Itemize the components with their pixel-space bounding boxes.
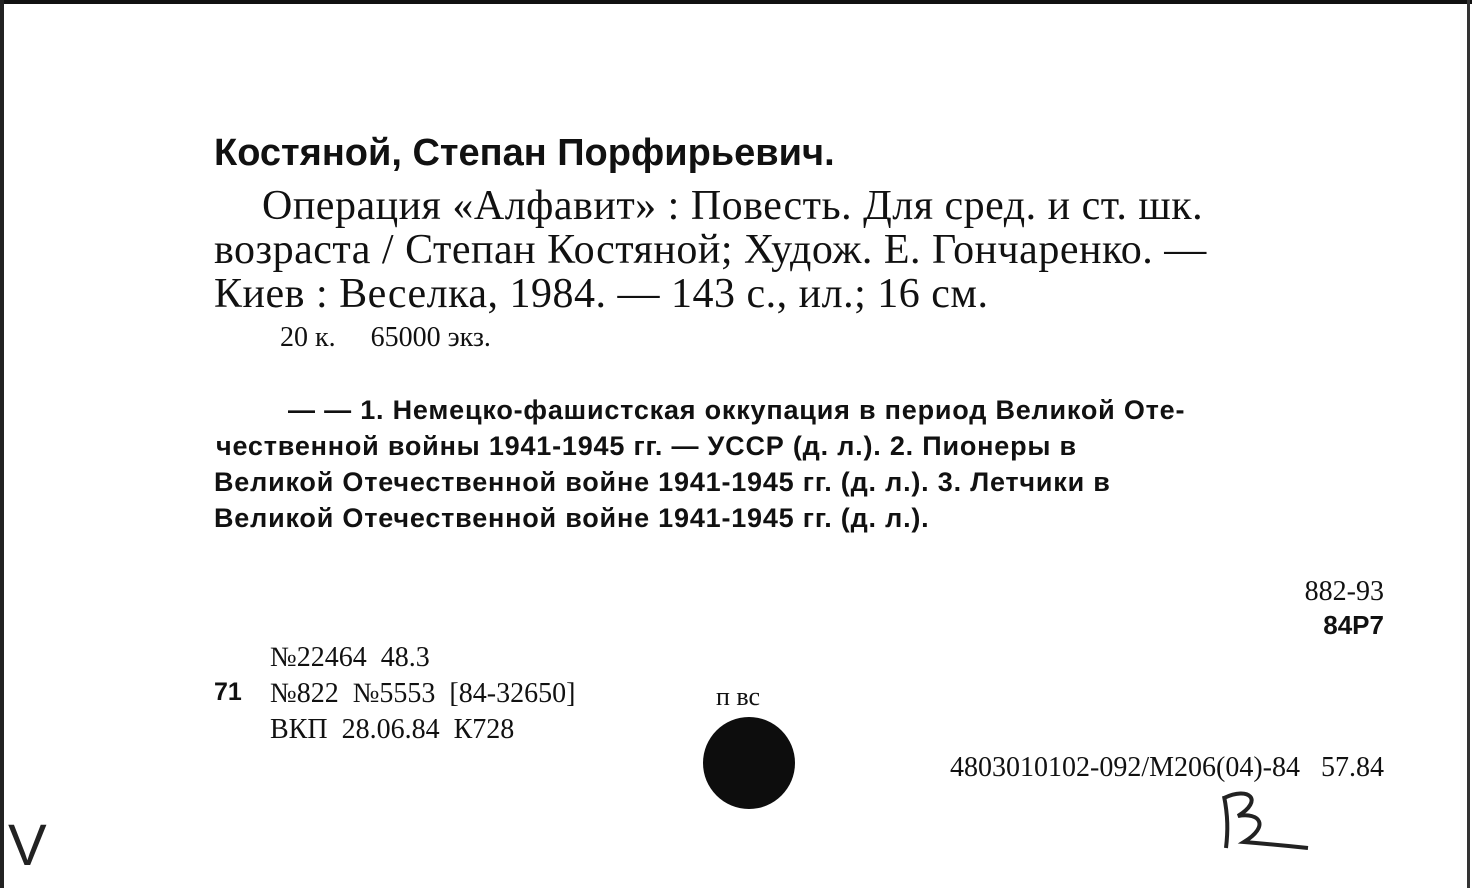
description-line-3: Киев : Веселка, 1984. — 143 с., ил.; 16 см. xyxy=(214,271,989,317)
subject-line-1: — — 1. Немецко-фашистская оккупация в период Великой Оте- xyxy=(288,395,1186,425)
registry-note: п вс xyxy=(716,682,761,711)
classification-code: 882-93 xyxy=(1304,576,1384,607)
classification-index: 84Р7 xyxy=(1323,610,1384,640)
price-and-print-run: 20 к. 65000 экз. xyxy=(280,322,491,353)
card-top-edge xyxy=(0,0,1472,4)
handwritten-v-mark: V xyxy=(8,813,47,878)
registry-line-1: №22464 48.3 xyxy=(270,642,430,673)
card-left-edge xyxy=(0,0,4,888)
registry-prefix: 71 xyxy=(214,678,242,706)
description-line-1: Операция «Алфавит» : Повесть. Для сред. и ст. шк. xyxy=(262,183,1204,229)
subject-line-2: чественной войны 1941-1945 гг. — УССР (д. л.). 2. Пионеры в xyxy=(216,431,1077,461)
subject-line-3: Великой Отечественной войне 1941-1945 гг. (д. л.). 3. Летчики в xyxy=(214,467,1111,497)
punch-hole xyxy=(703,717,795,809)
isbn-line: 4803010102-092/М206(04)-84 57.84 xyxy=(950,752,1384,783)
handwritten-initial-mark xyxy=(1214,786,1314,856)
card-right-edge xyxy=(1467,0,1470,888)
author-heading: Костяной, Степан Порфирьевич. xyxy=(214,132,835,174)
registry-line-2: №822 №5553 [84-32650] xyxy=(270,678,576,709)
registry-line-3: ВКП 28.06.84 К728 xyxy=(270,714,515,745)
subject-line-4: Великой Отечественной войне 1941-1945 гг. (д. л.). xyxy=(214,503,930,533)
description-line-2: возраста / Степан Костяной; Худож. Е. Гончаренко. — xyxy=(214,227,1207,273)
